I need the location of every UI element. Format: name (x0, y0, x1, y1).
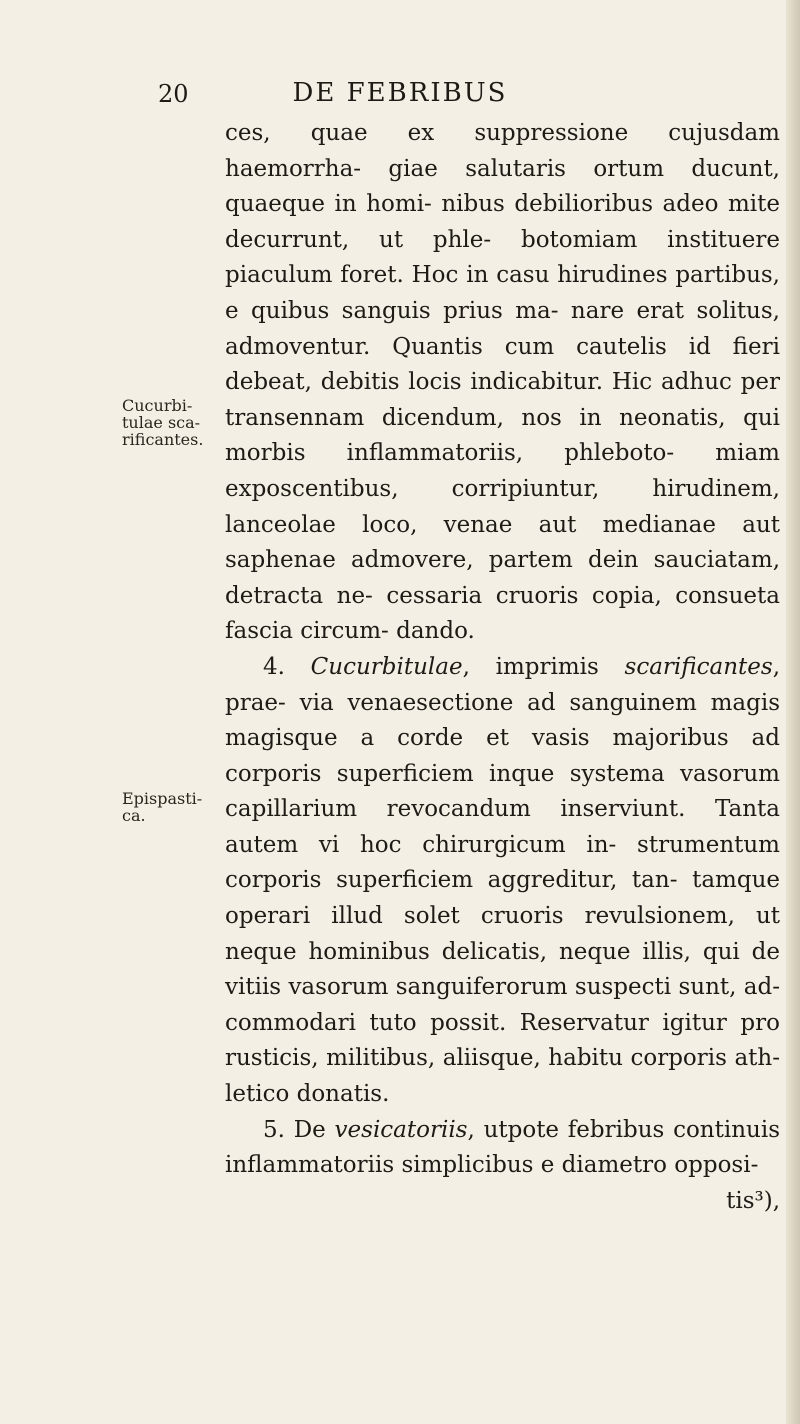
running-title: DE FEBRIBUS (292, 78, 508, 108)
page-edge (786, 0, 800, 1424)
page-header (0, 80, 800, 120)
section-number-5: 5. (263, 1116, 285, 1143)
section-number-4: 4. (263, 653, 285, 680)
paragraph-continuation: tis³), (726, 1187, 780, 1214)
paragraph-vesicatoriis: 5. De vesicatoriis, utpote febribus continuis inflammatoriis simplicibus e diametro opposi- (225, 1116, 781, 1179)
term-scarificantes: scarificantes (624, 653, 773, 680)
paragraph-1: ces, quae ex suppressione cujusdam haemorrha- giae salutaris ortum ducunt, quaeque in homi- nibus debilioribus adeo mite decurrunt, ut phle- botomiam instituere piaculum foret. Hoc in casu hirudines partibus, e quibus sanguis prius ma- nare erat solitus, admoventur. Quantis cum cautelis id fieri debeat, debitis locis indicabitur. Hic adhuc per transennam dicendum, nos in neonatis, qui morbis inflammatoriis, phleboto- miam exposcentibus, corripiuntur, hirudinem, lanceolae loco, venae aut medianae aut saphenae admovere, partem dein sauciatam, detracta ne- cessaria cruoris copia, consueta fascia circum- dando. (225, 120, 780, 645)
margin-note-cucurbitulae: Cucurbi- tulae sca- rificantes. (122, 396, 204, 449)
body-text (225, 116, 780, 1219)
page-number: 20 (158, 80, 189, 108)
paragraph-cucurbitulae: 4. Cucurbitulae, imprimis scarificantes, prae- via venaesectione ad sanguinem magis magisque a corde et vasis majoribus ad corporis superficiem inque systema vasorum capillarium revocandum inserviunt. Tanta autem vi hoc chirurgicum in- strumentum corporis superficiem aggreditur, tan- tamque operari illud solet cruoris revulsionem, ut neque hominibus delicatis, neque illis, qui de vitiis vasorum sanguiferorum suspecti sunt, ad- commodari tuto possit. Reservatur igitur pro rusticis, militibus, aliisque, habitu corporis ath- letico donatis. (225, 653, 780, 1108)
section-title-vesicatoriis: vesicatoriis (334, 1116, 468, 1143)
margin-note-epispastica: Epispasti- ca. (122, 789, 203, 825)
section-title-cucurbitulae: Cucurbitulae (310, 653, 463, 680)
